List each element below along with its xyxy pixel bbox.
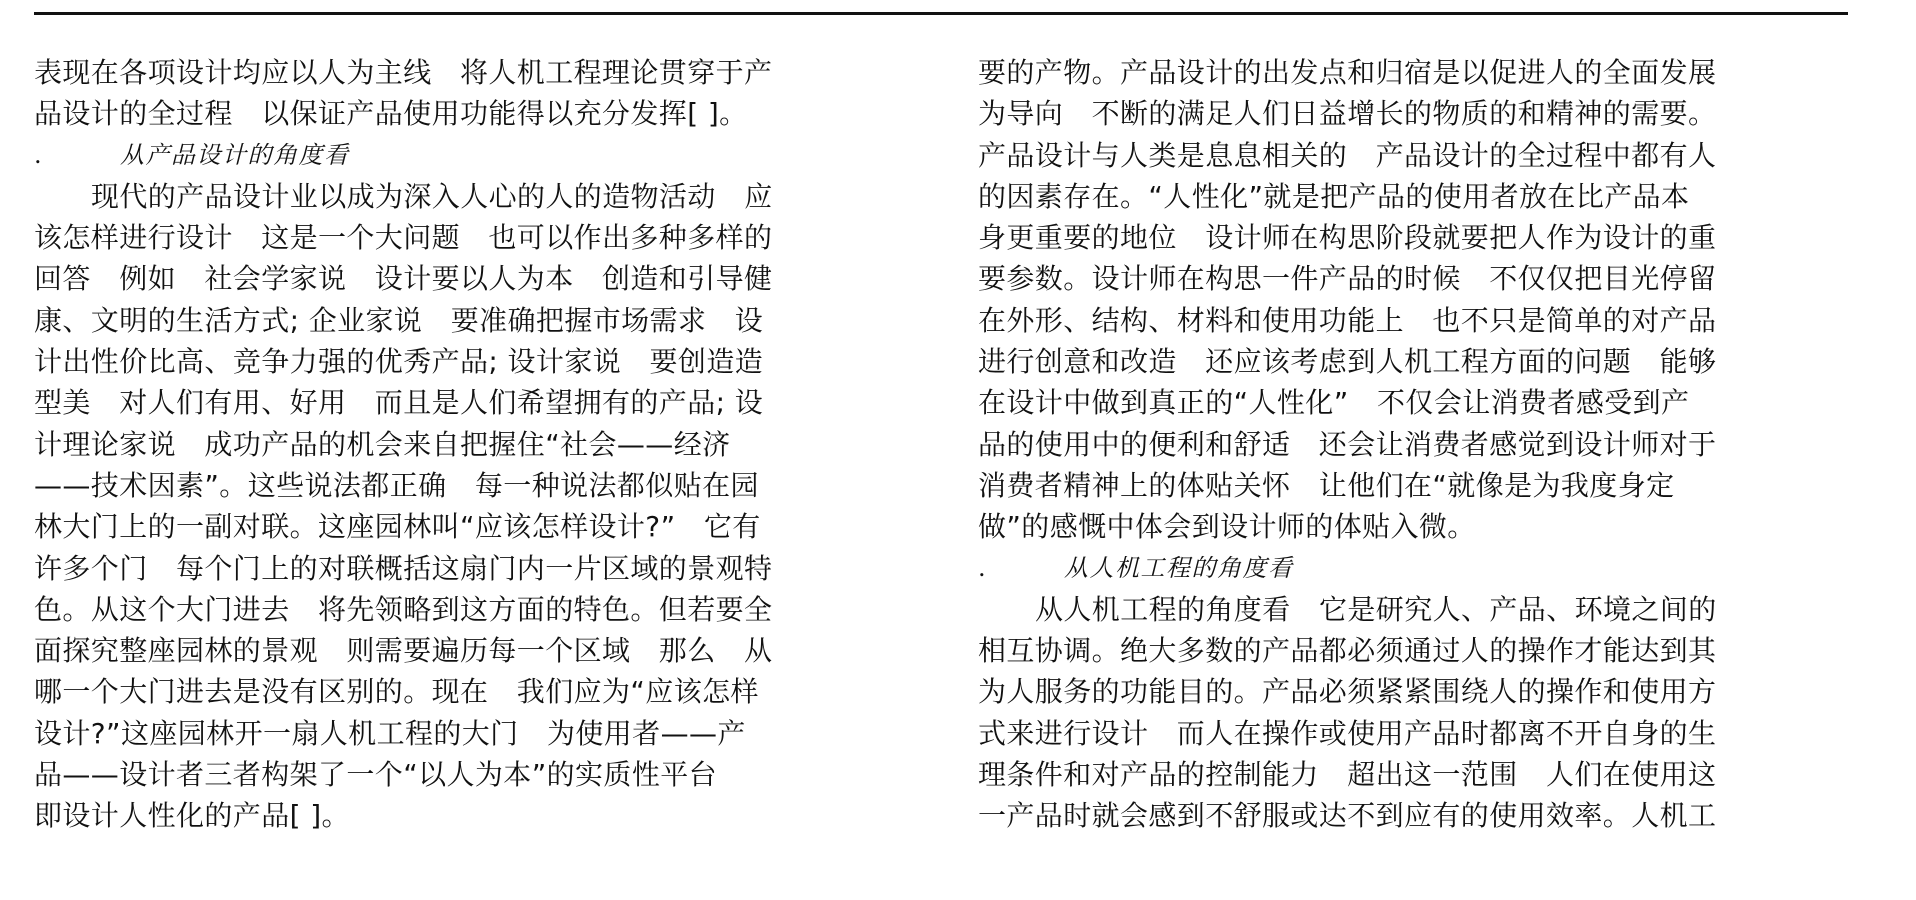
- text-line: 面探究整座园林的景观 则需要遍历每一个区域 那么 从: [34, 634, 773, 668]
- text-line: 相互协调。绝大多数的产品都必须通过人的操作才能达到其: [978, 634, 1717, 668]
- left-column: [34, 52, 904, 837]
- text-line: 产品设计与人类是息息相关的 产品设计的全过程中都有人: [978, 138, 1717, 172]
- text-line: ——技术因素”。这些说法都正确 每一种说法都似贴在园: [34, 468, 759, 502]
- text-line: 消费者精神上的体贴关怀 让他们在“就像是为我度身定: [978, 468, 1675, 502]
- text-line: 康、文明的生活方式; 企业家说 要准确把握市场需求 设: [34, 303, 764, 337]
- text-line: 做”的感慨中体会到设计师的体贴入微。: [978, 510, 1476, 544]
- text-line: 理条件和对产品的控制能力 超出这一范围 人们在使用这: [978, 758, 1717, 792]
- text-line: 表现在各项设计均应以人为主线 将人机工程理论贯穿于产: [34, 56, 773, 89]
- right-column: [978, 52, 1848, 837]
- top-rule: [34, 12, 1848, 15]
- text-line: 身更重要的地位 设计师在构思阶段就要把人作为设计的重: [978, 221, 1717, 255]
- section-title: 从人机工程的角度看: [1064, 553, 1294, 582]
- text-line: 品——设计者三者构架了一个“以人为本”的实质性平台: [34, 758, 718, 792]
- text-line: 回答 例如 社会学家说 设计要以人为本 创造和引导健: [34, 262, 773, 296]
- text-line: 即设计人性化的产品[ ]。: [34, 799, 350, 833]
- paragraph-first-line: 现代的产品设计业以成为深入人心的人的造物活动 应: [91, 179, 773, 213]
- text-line: 该怎样进行设计 这是一个大问题 也可以作出多种多样的: [34, 221, 773, 255]
- text-line: 在外形、结构、材料和使用功能上 也不只是简单的对产品: [978, 303, 1717, 337]
- section-number: .: [34, 140, 44, 169]
- text-line: 设计?”这座园林开一扇人机工程的大门 为使用者——产: [34, 716, 746, 750]
- section-title: 从产品设计的角度看: [120, 140, 350, 169]
- text-line: 为导向 不断的满足人们日益增长的物质的和精神的需要。: [978, 97, 1717, 131]
- text-line: 计理论家说 成功产品的机会来自把握住“社会——经济: [34, 427, 731, 461]
- text-line: 要参数。设计师在构思一件产品的时候 不仅仅把目光停留: [978, 262, 1717, 296]
- paragraph-first-line: 从人机工程的角度看 它是研究人、产品、环境之间的: [1035, 592, 1717, 626]
- text-line: 色。从这个大门进去 将先领略到这方面的特色。但若要全: [34, 592, 773, 626]
- text-line: 要的产物。产品设计的出发点和归宿是以促进人的全面发展: [978, 56, 1717, 89]
- text-line: 计出性价比高、竞争力强的优秀产品; 设计家说 要创造造: [34, 345, 764, 379]
- text-line: 在设计中做到真正的“人性化” 不仅会让消费者感受到产: [978, 386, 1690, 420]
- text-line: 为人服务的功能目的。产品必须紧紧围绕人的操作和使用方: [978, 675, 1717, 709]
- text-line: 的因素存在。“人性化”就是把产品的使用者放在比产品本: [978, 179, 1690, 213]
- text-line: 品的使用中的便利和舒适 还会让消费者感觉到设计师对于: [978, 427, 1717, 461]
- text-line: 一产品时就会感到不舒服或达不到应有的使用效率。人机工: [978, 799, 1717, 833]
- text-line: 林大门上的一副对联。这座园林叫“应该怎样设计?” 它有: [34, 510, 761, 544]
- text-line: 许多个门 每个门上的对联概括这扇门内一片区域的景观特: [34, 551, 773, 585]
- text-line: 品设计的全过程 以保证产品使用功能得以充分发挥[ ]。: [34, 97, 748, 131]
- text-line: 进行创意和改造 还应该考虑到人机工程方面的问题 能够: [978, 345, 1717, 379]
- section-heading: [34, 135, 904, 176]
- section-number: .: [978, 553, 988, 582]
- section-heading: [978, 548, 1848, 589]
- text-line: 式来进行设计 而人在操作或使用产品时都离不开自身的生: [978, 716, 1717, 750]
- text-line: 哪一个大门进去是没有区别的。现在 我们应为“应该怎样: [34, 675, 759, 709]
- text-line: 型美 对人们有用、好用 而且是人们希望拥有的产品; 设: [34, 386, 764, 420]
